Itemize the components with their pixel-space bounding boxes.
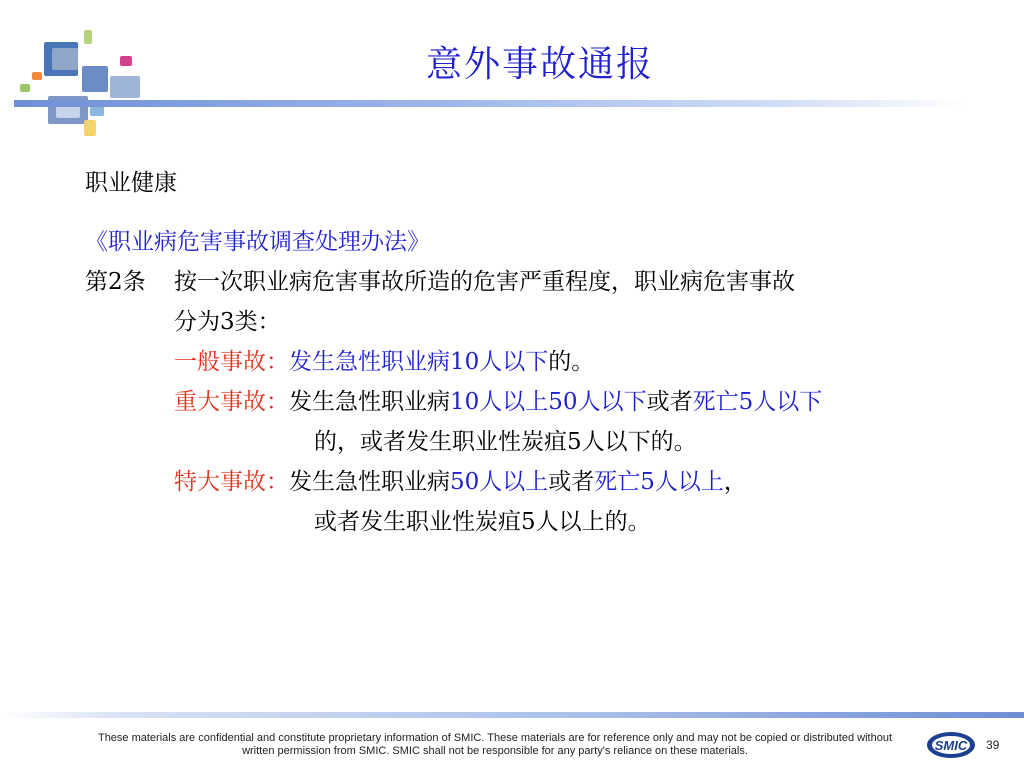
page-title: 意外事故通报	[425, 44, 654, 85]
article-prefix: 第	[85, 269, 108, 295]
footer-divider	[0, 712, 1024, 718]
extreme-text-2: 50	[450, 469, 480, 495]
footer-line-1: These materials are confidential and constitute proprietary information of SMIC. These materials are for reference only and may not be copied or distributed without	[97, 732, 893, 744]
category-count: 3	[220, 309, 235, 335]
mosaic-tile	[52, 48, 78, 70]
major-accident-label: 重大事故：	[174, 389, 289, 415]
extreme-line2-a: 或者发生职业性炭疽	[314, 509, 521, 535]
major-text-1: 发生急性职业病	[289, 389, 450, 415]
extreme-accident-line	[174, 462, 747, 502]
extreme-text-3: 人以上	[479, 469, 549, 495]
extreme-text-1: 发生急性职业病	[289, 469, 450, 495]
general-accident-label: 一般事故：	[174, 349, 289, 375]
extreme-accident-label: 特大事故：	[174, 469, 289, 495]
article-line-2	[174, 302, 281, 342]
extreme-line2-b: 5	[521, 509, 536, 535]
corner-logo-mosaic	[14, 22, 154, 142]
section-heading: 职业健康	[85, 170, 177, 196]
mosaic-tile	[82, 66, 108, 92]
smic-logo	[926, 730, 976, 760]
article-suffix: 条	[122, 269, 146, 295]
extreme-text-7: 人以上	[654, 469, 724, 495]
major-accident-line-2	[314, 422, 697, 462]
extreme-text-4: 或者	[548, 469, 595, 495]
article-text-1: 按一次职业病危害事故所造的危害严重程度，职业病危害事故	[174, 269, 795, 295]
mosaic-tile	[120, 56, 132, 66]
major-text-7: 死亡	[692, 389, 739, 415]
article-text-2a: 分为	[174, 309, 220, 335]
extreme-accident-line-2	[314, 502, 651, 542]
mosaic-tile	[84, 120, 96, 136]
general-text-4: 的。	[548, 349, 595, 375]
extreme-text-6: 5	[640, 469, 655, 495]
major-line2-b: 5	[567, 429, 582, 455]
extreme-text-8: ，	[723, 469, 747, 495]
document-title: 《职业病危害事故调查处理办法》	[85, 229, 430, 255]
mosaic-tile	[90, 106, 104, 116]
article-line-1	[85, 262, 146, 302]
title-divider	[14, 100, 966, 107]
footer-line-2: written permission from SMIC. SMIC shall not be responsible for any party's reliance on these materials.	[242, 745, 748, 757]
mosaic-tile	[32, 72, 42, 80]
major-text-8: 5	[738, 389, 754, 415]
smic-logo-text: SMIC	[934, 738, 968, 753]
page-number: 39	[986, 738, 1000, 752]
general-text-1: 发生急性职业病	[289, 349, 450, 375]
major-text-4: 50	[548, 389, 578, 415]
confidentiality-notice	[70, 732, 920, 758]
general-accident-line	[174, 342, 594, 382]
mosaic-tile	[20, 84, 30, 92]
major-text-5: 人以下	[577, 389, 647, 415]
major-line2-c: 人以下的。	[581, 429, 697, 455]
major-accident-line	[174, 382, 822, 422]
major-text-2: 10	[450, 389, 480, 415]
general-text-3: 人以下	[479, 349, 549, 375]
smic-logo-icon	[926, 730, 976, 760]
mosaic-tile	[110, 76, 140, 98]
major-text-6: 或者	[646, 389, 693, 415]
major-text-9: 人以下	[753, 389, 823, 415]
extreme-line2-c: 人以上的。	[535, 509, 651, 535]
general-text-2: 10	[450, 349, 480, 375]
major-line2-a: 的，或者发生职业性炭疽	[314, 429, 567, 455]
article-number: 2	[108, 269, 123, 295]
major-text-3: 人以上	[479, 389, 549, 415]
mosaic-tile	[84, 30, 92, 44]
extreme-text-5: 死亡	[594, 469, 641, 495]
article-text-2c: 类：	[234, 309, 281, 335]
